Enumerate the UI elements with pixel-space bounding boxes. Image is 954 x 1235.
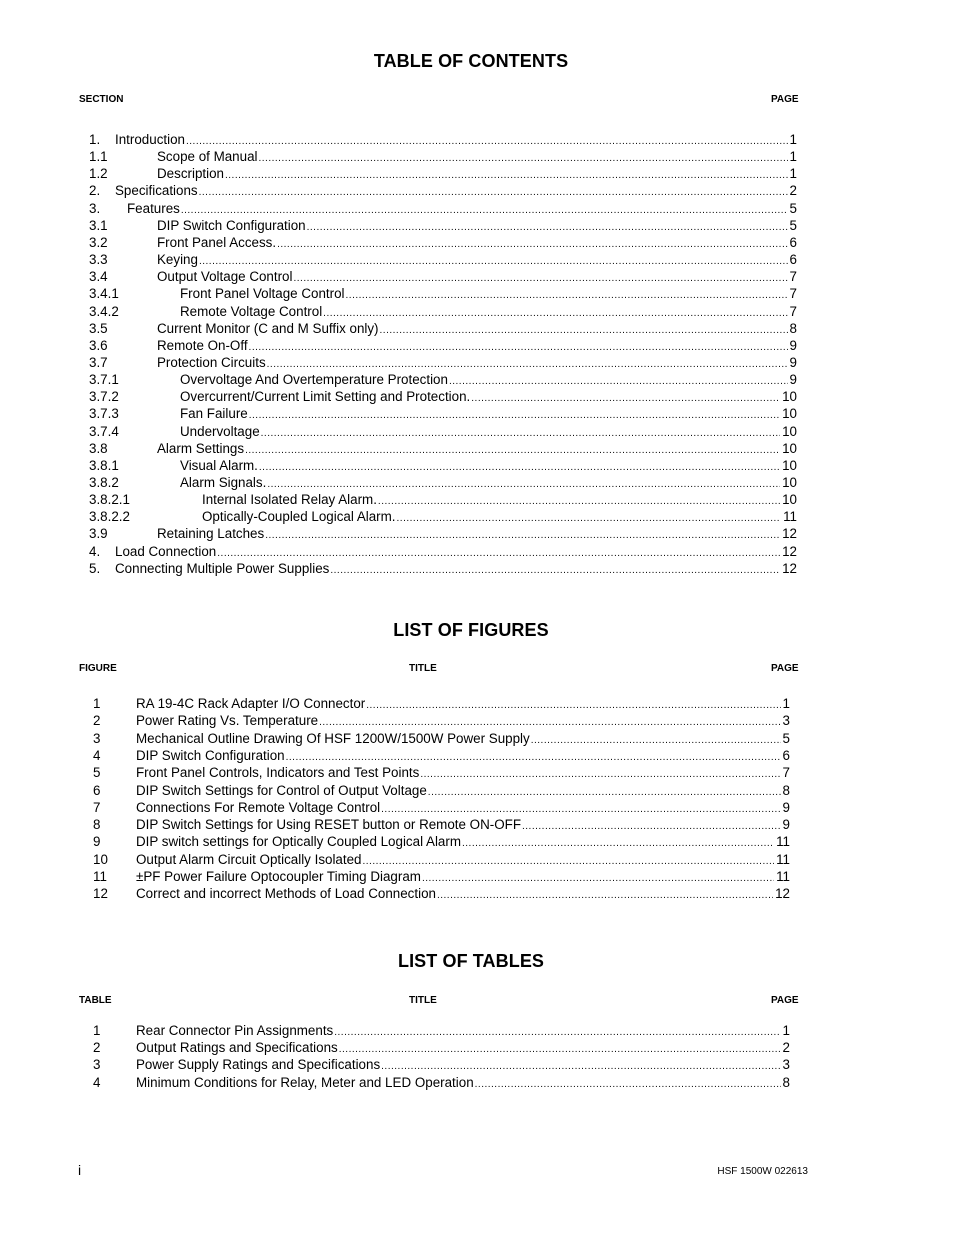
toc-entry-page: 5: [789, 217, 797, 233]
toc-entry-title: Output Voltage Control: [157, 269, 293, 285]
figure-entry-page: 12: [775, 886, 790, 902]
table-entry-number: 2: [93, 1040, 101, 1056]
toc-entry-page: 12: [782, 526, 797, 542]
toc-entry-title: Load Connection: [115, 543, 217, 559]
toc-entry-page: 5: [789, 200, 797, 216]
dot-leader: [277, 234, 787, 253]
toc-section-header: SECTION: [79, 94, 124, 105]
toc-entry-number: 3.4: [89, 269, 108, 285]
figure-entry-number: 8: [93, 817, 101, 833]
tables-title: LIST OF TABLES: [397, 951, 545, 971]
table-entry-page: 2: [782, 1040, 790, 1056]
dot-leader: [380, 320, 788, 339]
dot-leader: [225, 165, 788, 184]
toc-entry-title: Optically-Coupled Logical Alarm.: [202, 509, 396, 525]
toc-entry-page: 2: [789, 183, 797, 199]
toc-entry-number: 3.2: [89, 234, 108, 250]
toc-entry-page: 10: [782, 423, 797, 439]
toc-entry-title: Remote On-Off: [157, 337, 248, 353]
toc-entry-page: 1: [789, 132, 797, 147]
toc-entry-page: 10: [782, 475, 797, 490]
figures-title-header: TITLE: [409, 663, 437, 674]
dot-leader: [339, 1039, 781, 1058]
toc-entry-number: 3.9: [89, 526, 108, 542]
toc-entry-page: 10: [782, 406, 797, 422]
figures-title: LIST OF FIGURES: [393, 620, 549, 640]
toc-entry-number: 5.: [89, 560, 101, 576]
dot-leader: [449, 371, 788, 390]
dot-leader: [475, 1074, 781, 1093]
toc-entry-page: 1: [789, 166, 797, 182]
toc-entry-page: 10: [782, 440, 797, 456]
dot-leader: [249, 405, 780, 424]
toc-entry-title: Overvoltage And Overtemperature Protection: [180, 372, 448, 388]
table-entry-page: 8: [782, 1074, 790, 1090]
figure-entry-title: DIP switch settings for Optically Coupled Logical Alarm: [136, 834, 461, 850]
toc-entry-title: Front Panel Voltage Control: [180, 286, 345, 302]
dot-leader: [259, 457, 780, 476]
toc-entry-title: Internal Isolated Relay Alarm.: [202, 492, 377, 508]
figure-entry-page: 3: [782, 713, 790, 729]
tables-table-header: TABLE: [79, 995, 112, 1006]
toc-entry-page: 12: [782, 560, 797, 576]
dot-leader: [366, 695, 780, 714]
toc-entry-number: 3.8.1: [89, 457, 119, 473]
figures-page-header: PAGE: [771, 663, 799, 674]
dot-leader: [437, 885, 773, 904]
toc-entry-number: 1.1: [89, 149, 108, 165]
figure-entry-page: 11: [776, 869, 790, 884]
figure-entry-page: 6: [782, 747, 790, 763]
toc-entry-page: 7: [789, 303, 797, 319]
dot-leader: [378, 491, 780, 510]
figure-entry-title: Front Panel Controls, Indicators and Test Points: [136, 765, 420, 781]
toc-entry-number: 1.: [89, 132, 101, 147]
figure-entry-title: DIP Switch Settings for Using RESET button or Remote ON-OFF: [136, 817, 521, 833]
toc-entry-page: 7: [789, 286, 797, 302]
dot-leader: [217, 543, 780, 562]
page-number: i: [78, 1162, 82, 1178]
toc-entry-number: 3.5: [89, 320, 108, 336]
dot-leader: [462, 833, 774, 852]
dot-leader: [249, 337, 788, 356]
dot-leader: [286, 747, 781, 766]
toc-entry-title: Undervoltage: [180, 423, 260, 439]
dot-leader: [293, 268, 787, 287]
dot-leader: [363, 851, 775, 870]
dot-leader: [330, 560, 780, 579]
dot-leader: [265, 525, 780, 544]
dot-leader: [422, 868, 774, 887]
figure-entry-title: RA 19-4C Rack Adapter I/O Connector: [136, 696, 366, 711]
figure-entry-number: 2: [93, 713, 101, 729]
toc-entry-number: 3.7.2: [89, 389, 119, 405]
toc-entry-number: 3.8.2: [89, 475, 119, 490]
toc-entry-page: 12: [782, 543, 797, 559]
dot-leader: [346, 285, 788, 304]
table-entry-title: Power Supply Ratings and Specifications: [136, 1057, 381, 1073]
toc-entry-title: Features: [127, 200, 180, 216]
figures-figure-header: FIGURE: [79, 663, 117, 674]
toc-entry-title: Specifications: [115, 183, 198, 199]
dot-leader: [323, 303, 787, 322]
dot-leader: [245, 440, 780, 459]
table-entry-title: Rear Connector Pin Assignments: [136, 1023, 334, 1038]
toc-entry-page: 10: [782, 457, 797, 473]
toc-entry-number: 3.6: [89, 337, 108, 353]
dot-leader: [381, 799, 780, 818]
toc-entry-title: DIP Switch Configuration: [157, 217, 306, 233]
table-entry-page: 1: [782, 1023, 790, 1038]
toc-entry-page: 6: [789, 234, 797, 250]
dot-leader: [319, 712, 780, 731]
toc-entry-title: Description: [157, 166, 224, 182]
dot-leader: [181, 200, 788, 219]
toc-entry-number: 3.8: [89, 440, 108, 456]
dot-leader: [381, 1056, 780, 1075]
toc-entry-number: 3.7.1: [89, 372, 119, 388]
figure-entry-title: DIP Switch Configuration: [136, 747, 285, 763]
toc-entry-number: 3.4.1: [89, 286, 119, 302]
toc-entry-title: Keying: [157, 252, 198, 268]
figure-entry-page: 11: [776, 851, 790, 867]
dot-leader: [186, 131, 788, 150]
toc-entry-number: 4.: [89, 543, 101, 559]
toc-entry-page: 7: [789, 269, 797, 285]
toc-page-header: PAGE: [771, 94, 799, 105]
figure-entry-title: ±PF Power Failure Optocoupler Timing Diagram: [136, 869, 421, 884]
dot-leader: [420, 764, 780, 783]
dot-leader: [428, 782, 781, 801]
toc-entry-title: Scope of Manual: [157, 149, 258, 165]
figure-entry-page: 8: [782, 782, 790, 798]
toc-entry-number: 3.3: [89, 252, 108, 268]
table-entry-number: 1: [93, 1023, 101, 1038]
toc-entry-title: Overcurrent/Current Limit Setting and Protection.: [180, 389, 471, 405]
dot-leader: [471, 388, 780, 407]
toc-entry-title: Visual Alarm.: [180, 457, 258, 473]
figure-entry-number: 1: [93, 696, 101, 711]
tables-title-header: TITLE: [409, 995, 437, 1006]
toc-entry-number: 3.8.2.2: [89, 509, 130, 525]
figure-entry-title: Correct and incorrect Methods of Load Connection: [136, 886, 436, 902]
document-id: HSF 1500W 022613: [717, 1166, 808, 1177]
dot-leader: [334, 1022, 780, 1041]
toc-entry-title: Connecting Multiple Power Supplies: [115, 560, 330, 576]
figure-entry-number: 5: [93, 765, 101, 781]
toc-entry-page: 9: [789, 337, 797, 353]
figure-entry-page: 11: [776, 834, 790, 850]
tables-page-header: PAGE: [771, 995, 799, 1006]
figure-entry-title: DIP Switch Settings for Control of Output Voltage: [136, 782, 427, 798]
table-entry-title: Minimum Conditions for Relay, Meter and LED Operation: [136, 1074, 474, 1090]
toc-entry-title: Retaining Latches: [157, 526, 265, 542]
figure-entry-title: Connections For Remote Voltage Control: [136, 799, 381, 815]
toc-entry-page: 10: [782, 389, 797, 405]
dot-leader: [267, 474, 780, 493]
toc-entry-number: 2.: [89, 183, 101, 199]
toc-entry-title: Front Panel Access.: [157, 234, 277, 250]
figure-entry-page: 7: [782, 765, 790, 781]
figure-entry-page: 1: [782, 696, 790, 711]
toc-entry-page: 1: [789, 149, 797, 165]
figure-entry-number: 3: [93, 730, 101, 746]
dot-leader: [531, 730, 781, 749]
toc-entry-number: 3.7.3: [89, 406, 119, 422]
toc-entry-page: 9: [789, 372, 797, 388]
figure-entry-number: 6: [93, 782, 101, 798]
toc-entry-page: 8: [789, 320, 797, 336]
figure-entry-page: 5: [782, 730, 790, 746]
toc-entry-page: 10: [782, 492, 797, 508]
dot-leader: [199, 182, 788, 201]
toc-entry-title: Fan Failure: [180, 406, 248, 422]
figure-entry-number: 7: [93, 799, 101, 815]
dot-leader: [259, 148, 788, 167]
figure-entry-page: 9: [782, 799, 790, 815]
toc-entry-number: 3.7: [89, 354, 108, 370]
toc-entry-page: 6: [789, 252, 797, 268]
toc-entry-page: 11: [783, 509, 797, 525]
dot-leader: [307, 217, 788, 236]
table-entry-page: 3: [782, 1057, 790, 1073]
figure-entry-title: Mechanical Outline Drawing Of HSF 1200W/1500W Power Supply: [136, 730, 530, 746]
figure-entry-number: 4: [93, 747, 101, 763]
toc-entry-number: 3.4.2: [89, 303, 119, 319]
toc-entry-number: 3.: [89, 200, 101, 216]
dot-leader: [261, 423, 780, 442]
dot-leader: [397, 508, 782, 527]
dot-leader: [267, 354, 788, 373]
toc-entry-number: 1.2: [89, 166, 108, 182]
toc-entry-page: 9: [789, 354, 797, 370]
toc-entry-title: Alarm Settings: [157, 440, 245, 456]
dot-leader: [199, 251, 788, 270]
toc-entry-number: 3.7.4: [89, 423, 119, 439]
figure-entry-number: 11: [93, 869, 107, 884]
figure-entry-number: 12: [93, 886, 108, 902]
table-entry-title: Output Ratings and Specifications: [136, 1040, 338, 1056]
figure-entry-number: 10: [93, 851, 108, 867]
table-entry-number: 3: [93, 1057, 101, 1073]
figure-entry-number: 9: [93, 834, 101, 850]
table-entry-number: 4: [93, 1074, 101, 1090]
figure-entry-title: Power Rating Vs. Temperature: [136, 713, 319, 729]
figure-entry-title: Output Alarm Circuit Optically Isolated: [136, 851, 362, 867]
toc-entry-title: Alarm Signals.: [180, 475, 267, 490]
toc-title: TABLE OF CONTENTS: [373, 51, 569, 71]
toc-entry-title: Remote Voltage Control: [180, 303, 323, 319]
toc-entry-title: Introduction: [115, 132, 185, 147]
toc-entry-number: 3.8.2.1: [89, 492, 130, 508]
dot-leader: [522, 816, 781, 835]
toc-entry-title: Protection Circuits: [157, 354, 266, 370]
toc-entry-number: 3.1: [89, 217, 108, 233]
figure-entry-page: 9: [782, 817, 790, 833]
toc-entry-title: Current Monitor (C and M Suffix only): [157, 320, 379, 336]
